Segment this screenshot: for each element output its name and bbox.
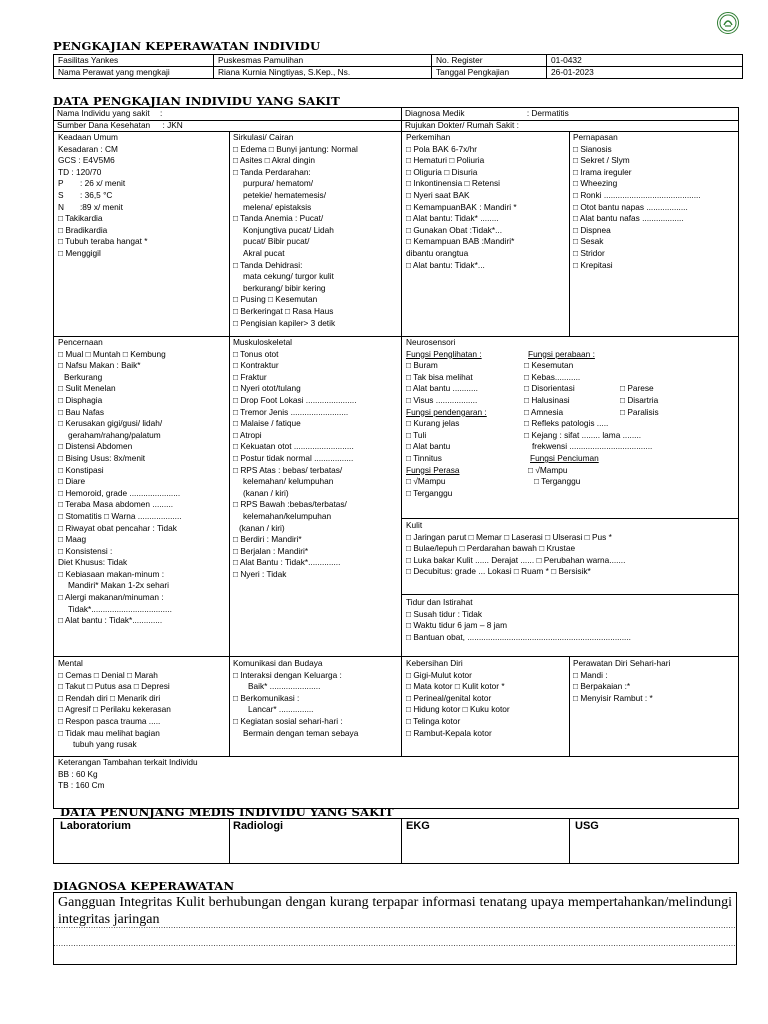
- checkbox-item[interactable]: □ Tanda Anemia : Pucat/: [233, 213, 324, 224]
- perabaan-head: Fungsi perabaan :: [528, 348, 595, 359]
- sirkulasi-section: [233, 132, 399, 329]
- checkbox-item[interactable]: □ Halusinasi: [524, 394, 570, 405]
- fasilitas-value: Puskesmas Pamulihan: [214, 55, 432, 67]
- checkbox-item[interactable]: □ Hidung kotor □ Kuku kotor: [406, 704, 510, 715]
- checkbox-item[interactable]: □ Bantuan obat, .......................................................................: [406, 631, 631, 642]
- option-text: Akral pucat: [243, 247, 285, 258]
- laboratorium-label: Laboratorium: [60, 820, 131, 832]
- checkbox-item[interactable]: □ Hematuri □ Poliuria: [406, 155, 485, 166]
- checkbox-item[interactable]: □ Disphagia: [58, 394, 103, 405]
- checkbox-item[interactable]: □ Nyeri saat BAK: [406, 189, 470, 200]
- checkbox-item[interactable]: □ Tanda Perdarahan:: [233, 166, 311, 177]
- option-text: frekwensi ....................................: [532, 441, 653, 452]
- checkbox-item[interactable]: □ Buram: [406, 360, 438, 371]
- perawat-value: Riana Kurnia Ningtiyas, S.Kep., Ns.: [214, 67, 432, 79]
- checkbox-item[interactable]: □ Dispnea: [573, 224, 611, 235]
- checkbox-item[interactable]: □ Tak bisa melihat: [406, 371, 473, 382]
- fasilitas-label: Fasilitas Yankes: [54, 55, 214, 67]
- checkbox-item[interactable]: □ Tonus otot: [233, 348, 279, 359]
- checkbox-item[interactable]: □ Atropi: [233, 429, 262, 440]
- komunikasi-section: [233, 658, 399, 739]
- perawatan-section: [573, 658, 737, 704]
- option-text: berkurang/ bibir kering: [243, 282, 326, 293]
- checkbox-item[interactable]: □ Drop Foot Lokasi ......................: [233, 394, 357, 405]
- vital-p: [58, 178, 226, 190]
- tanggal-value: 26-01-2023: [547, 67, 743, 79]
- gcs: GCS : E4V5M6: [58, 155, 115, 166]
- checkbox-item[interactable]: □ Alat bantu ...........: [406, 383, 478, 394]
- checkbox-item[interactable]: □ Alat bantu: Tidak*...: [406, 259, 485, 270]
- vital-p-value: : 26 x/ menit: [80, 178, 126, 189]
- checkbox-item[interactable]: □ Rambut-Kepala kotor: [406, 727, 492, 738]
- checkbox-item[interactable]: □ Waktu tidur 6 jam – 8 jam: [406, 620, 508, 631]
- option-text: melena/ epistaksis: [243, 201, 312, 212]
- checkbox-item[interactable]: □ Pola BAK 6-7x/hr: [406, 143, 477, 154]
- checkbox-item[interactable]: □ Stridor: [573, 247, 605, 258]
- checkbox-item[interactable]: □ Telinga kotor: [406, 715, 461, 726]
- option-text: Konjungtiva pucat/ Lidah: [243, 224, 334, 235]
- checkbox-item[interactable]: □ Interaksi dengan Keluarga :: [233, 669, 342, 680]
- checkbox-item[interactable]: □ Sianosis: [573, 143, 612, 154]
- option-text: Tidak*...................................: [68, 603, 172, 614]
- checkbox-item[interactable]: □ Tanda Dehidrasi:: [233, 259, 303, 270]
- pendengaran-head: Fungsi pendengaran :: [406, 406, 487, 417]
- checkbox-item[interactable]: □ Kejang : sifat ........ lama ........: [524, 429, 642, 440]
- checkbox-item[interactable]: □ Ronki ..........................................: [573, 189, 701, 200]
- checkbox-item[interactable]: □ Rendah diri □ Menarik diri: [58, 692, 161, 703]
- checkbox-item[interactable]: □ Kesemutan: [524, 360, 574, 371]
- checkbox-item[interactable]: □ Kebas...........: [524, 371, 581, 382]
- checkbox-item[interactable]: □ Alat bantu: [406, 441, 451, 452]
- option-text: Mandiri* Makan 1-2x sehari: [68, 580, 169, 591]
- checkbox-item[interactable]: □ Fraktur: [233, 371, 267, 382]
- checkbox-item[interactable]: □ Tubuh teraba hangat *: [58, 236, 148, 247]
- mental-title: Mental: [58, 658, 83, 668]
- checkbox-item[interactable]: □ Terganggu: [534, 476, 581, 487]
- checkbox-item[interactable]: □ Hemoroid, grade ......................: [58, 487, 181, 498]
- checkbox-item[interactable]: □ Sulit Menelan: [58, 383, 116, 394]
- checkbox-item[interactable]: □ Bradikardia: [58, 224, 108, 235]
- option-text: purpura/ hematom/: [243, 178, 314, 189]
- checkbox-item[interactable]: □ Takut □ Putus asa □ Depresi: [58, 681, 170, 692]
- checkbox-item[interactable]: □ Paralisis: [620, 406, 659, 417]
- kulit-title: Kulit: [406, 520, 423, 530]
- section-title-diagnosa: DIAGNOSA KEPERAWATAN: [53, 879, 235, 893]
- checkbox-item[interactable]: □ Riwayat obat pencahar : Tidak: [58, 522, 177, 533]
- checkbox-item[interactable]: □ Krepitasi: [573, 259, 613, 270]
- penglihatan-head: Fungsi Penglihatan :: [406, 348, 482, 359]
- checkbox-item[interactable]: □ Kurang jelas: [406, 418, 460, 429]
- checkbox-item[interactable]: □ Menggigil: [58, 247, 101, 258]
- pencernaan-section: [58, 337, 226, 627]
- option-text: Lancar* ...............: [248, 704, 314, 715]
- perasa-head: Fungsi Perasa: [406, 464, 460, 475]
- tidur-title: Tidur dan Istirahat: [406, 597, 473, 607]
- vital-n-value: :89 x/ menit: [80, 201, 123, 212]
- checkbox-item[interactable]: □ Jaringan parut □ Memar □ Laserasi □ Ulserasi □ Pus *: [406, 531, 612, 542]
- checkbox-item[interactable]: □ RPS Atas : bebas/ terbatas/: [233, 464, 343, 475]
- checkbox-item[interactable]: □ Sesak: [573, 236, 604, 247]
- checkbox-item[interactable]: □ Nyeri otot/tulang: [233, 383, 301, 394]
- kesadaran: Kesadaran : CM: [58, 143, 118, 154]
- checkbox-item[interactable]: □ Asites □ Akral dingin: [233, 155, 315, 166]
- tidur-section: [406, 597, 736, 643]
- checkbox-item[interactable]: □ Alergi makanan/minuman :: [58, 592, 164, 603]
- sumber-row: [57, 120, 183, 132]
- nama-row: [57, 108, 162, 120]
- checkbox-item[interactable]: □ Mual □ Muntah □ Kembung: [58, 348, 166, 359]
- checkbox-item[interactable]: □ Tuli: [406, 429, 427, 440]
- checkbox-item[interactable]: □ Konstipasi: [58, 464, 104, 475]
- option-text: Bermain dengan teman sebaya: [243, 727, 359, 738]
- checkbox-item[interactable]: □ Gigi-Mulut kotor: [406, 669, 472, 680]
- pernapasan-section: [573, 132, 737, 271]
- kulit-section: [406, 520, 736, 578]
- checkbox-item[interactable]: □ Disorientasi: [524, 383, 575, 394]
- checkbox-item[interactable]: □ Inkontinensia □ Retensi: [406, 178, 500, 189]
- nama-value: :: [160, 108, 163, 118]
- keadaan-umum-section: [58, 132, 226, 260]
- option-text: pucat/ Bibir pucat/: [243, 236, 310, 247]
- checkbox-item[interactable]: □ Tremor Jenis .........................: [233, 406, 349, 417]
- checkbox-item[interactable]: □ Respon pasca trauma .....: [58, 715, 161, 726]
- checkbox-item[interactable]: □ Postur tidak normal .................: [233, 452, 354, 463]
- keadaan-umum-title: Keadaan Umum: [58, 132, 118, 142]
- perawat-label: Nama Perawat yang mengkaji: [54, 67, 214, 79]
- checkbox-item[interactable]: □ √Mampu: [406, 476, 446, 487]
- checkbox-item[interactable]: □ Nyeri : Tidak: [233, 568, 287, 579]
- option-text: Baik* ......................: [248, 681, 321, 692]
- perkemihan-title: Perkemihan: [406, 132, 451, 142]
- muskuloskeletal-title: Muskuloskeletal: [233, 337, 293, 347]
- neurosensori-section: [406, 337, 736, 499]
- checkbox-item[interactable]: □ Malaise / fatique: [233, 418, 301, 429]
- checkbox-item[interactable]: □ Tidak mau melihat bagian: [58, 727, 160, 738]
- vital-n: [58, 202, 226, 214]
- checkbox-item[interactable]: □ Stomatitis □ Warna ...................: [58, 510, 182, 521]
- register-label: No. Register: [432, 55, 547, 67]
- bb-value: BB : 60 Kg: [58, 768, 98, 779]
- checkbox-item[interactable]: □ Berkomunikasi :: [233, 692, 300, 703]
- checkbox-item[interactable]: □ Wheezing: [573, 178, 618, 189]
- checkbox-item[interactable]: □ Mandi :: [573, 669, 608, 680]
- option-text: kelemahan/kelumpuhan: [243, 510, 332, 521]
- diagnosa-label: Diagnosa Medik: [405, 108, 465, 118]
- neurosensori-title: Neurosensori: [406, 337, 456, 347]
- section-title-pengkajian: DATA PENGKAJIAN INDIVIDU YANG SAKIT: [53, 94, 340, 108]
- option-text: Berkurang: [64, 371, 103, 382]
- checkbox-item[interactable]: □ KemampuanBAK : Mandiri *: [406, 201, 517, 212]
- checkbox-item[interactable]: □ Agresif □ Perilaku kekerasan: [58, 704, 171, 715]
- vital-n-key: N: [58, 201, 64, 212]
- vital-s: [58, 190, 226, 202]
- checkbox-item[interactable]: □ Oliguria □ Disuria: [406, 166, 478, 177]
- vital-p-key: P: [58, 178, 64, 189]
- checkbox-item[interactable]: □ Parese: [620, 383, 654, 394]
- checkbox-item[interactable]: □ Nafsu Makan : Baik*: [58, 360, 141, 371]
- checkbox-item[interactable]: □ Kontraktur: [233, 360, 279, 371]
- perawatan-title: Perawatan Diri Sehari-hari: [573, 658, 671, 668]
- perkemihan-section: [406, 132, 568, 271]
- page-title: PENGKAJIAN KEPERAWATAN INDIVIDU: [53, 39, 321, 53]
- checkbox-item[interactable]: □ Visus ..................: [406, 394, 478, 405]
- checkbox-item[interactable]: □ Decubitus: grade ... Lokasi □ Ruam * □ Bersisik*: [406, 566, 591, 577]
- checkbox-item[interactable]: □ Berjalan : Mandiri*: [233, 545, 309, 556]
- checkbox-item[interactable]: □ Berkeringat □ Rasa Haus: [233, 305, 334, 316]
- mental-section: [58, 658, 226, 751]
- checkbox-item[interactable]: □ Bau Nafas: [58, 406, 105, 417]
- penciuman-head: Fungsi Penciuman: [530, 452, 599, 463]
- checkbox-item[interactable]: □ Alat Bantu : Tidak*..............: [233, 557, 341, 568]
- checkbox-item[interactable]: □ Mata kotor □ Kulit kotor *: [406, 681, 505, 692]
- checkbox-item[interactable]: □ Kemampuan BAB :Mandiri*: [406, 236, 515, 247]
- kebersihan-title: Kebersihan Diri: [406, 658, 463, 668]
- checkbox-item[interactable]: □ Tinnitus: [406, 452, 442, 463]
- checkbox-item[interactable]: □ Alat bantu: Tidak* ........: [406, 213, 499, 224]
- checkbox-item[interactable]: □ √Mampu: [528, 464, 568, 475]
- checkbox-item[interactable]: □ Berpakaian :*: [573, 681, 631, 692]
- checkbox-item[interactable]: □ Bulae/lepuh □ Perdarahan bawah □ Krustae: [406, 543, 576, 554]
- kebersihan-section: [406, 658, 568, 739]
- checkbox-item[interactable]: □ Alat bantu nafas ..................: [573, 213, 684, 224]
- checkbox-item[interactable]: □ Menyisir Rambut : *: [573, 692, 653, 703]
- tb-value: TB : 160 Cm: [58, 780, 105, 791]
- checkbox-item[interactable]: □ Amnesia: [524, 406, 564, 417]
- checkbox-item[interactable]: □ Pusing □ Kesemutan: [233, 294, 318, 305]
- checkbox-item[interactable]: □ Bising Usus: 8x/menit: [58, 452, 146, 463]
- sumber-value: : JKN: [162, 120, 183, 130]
- vital-s-value: : 36,5 °C: [80, 189, 113, 200]
- checkbox-item[interactable]: □ Pengisian kapiler> 3 detik: [233, 317, 336, 328]
- keterangan-title: Keterangan Tambahan terkait Individu: [58, 757, 198, 767]
- checkbox-item[interactable]: □ Konsistensi :: [58, 545, 113, 556]
- checkbox-item[interactable]: □ Perineal/genital kotor: [406, 692, 492, 703]
- sirkulasi-title: Sirkulasi/ Cairan: [233, 132, 294, 142]
- muskuloskeletal-section: [233, 337, 399, 580]
- checkbox-item[interactable]: □ Maag: [58, 534, 87, 545]
- tanggal-label: Tanggal Pengkajian: [432, 67, 547, 79]
- diagnosa-row: [405, 108, 569, 120]
- checkbox-item[interactable]: □ Disartria: [620, 394, 659, 405]
- option-text: Diet Khusus: Tidak: [58, 557, 128, 568]
- checkbox-item[interactable]: □ Berdiri : Mandiri*: [233, 534, 302, 545]
- checkbox-item[interactable]: □ Terganggu: [406, 487, 453, 498]
- option-text: dibantu orangtua: [406, 247, 469, 258]
- checkbox-item[interactable]: □ Luka bakar Kulit ...... Derajat ...... □ Perubahan warna.......: [406, 554, 626, 565]
- section-title-penunjang: DATA PENUNJANG MEDIS INDIVIDU YANG SAKIT: [60, 805, 394, 819]
- checkbox-item[interactable]: □ Otot bantu napas ..................: [573, 201, 688, 212]
- option-text: (kanan / kiri): [239, 522, 285, 533]
- checkbox-item[interactable]: □ Diare: [58, 476, 86, 487]
- checkbox-item[interactable]: □ RPS Bawah :bebas/terbatas/: [233, 499, 347, 510]
- checkbox-item[interactable]: □ Kerusakan gigi/gusi/ lidah/: [58, 418, 163, 429]
- checkbox-item[interactable]: □ Kebiasaan makan-minum :: [58, 568, 165, 579]
- radiologi-label: Radiologi: [233, 820, 284, 832]
- checkbox-item[interactable]: □ Gunakan Obat :Tidak*...: [406, 224, 503, 235]
- rujukan-label: Rujukan Dokter/ Rumah Sakit :: [405, 120, 519, 130]
- checkbox-item[interactable]: □ Kegiatan sosial sehari-hari :: [233, 715, 343, 726]
- checkbox-item[interactable]: □ Sekret / Slym: [573, 155, 630, 166]
- checkbox-item[interactable]: □ Susah tidur : Tidak: [406, 608, 483, 619]
- checkbox-item[interactable]: □ Kekuatan otot ..........................: [233, 441, 354, 452]
- checkbox-item[interactable]: □ Edema □ Bunyi jantung: Normal: [233, 143, 358, 154]
- diagnosa-value: : Dermatitis: [526, 108, 569, 118]
- register-value: 01-0432: [547, 55, 743, 67]
- sumber-label: Sumber Dana Kesehatan: [57, 120, 151, 130]
- komunikasi-title: Komunikasi dan Budaya: [233, 658, 323, 668]
- option-text: geraham/rahang/palatum: [68, 429, 161, 440]
- usg-label: USG: [575, 820, 599, 832]
- option-text: mata cekung/ turgor kulit: [243, 271, 334, 282]
- checkbox-item[interactable]: □ Distensi Abdomen: [58, 441, 133, 452]
- checkbox-item[interactable]: □ Alat bantu : Tidak*.............: [58, 615, 163, 626]
- diagnosa-keperawatan-text: Gangguan Integritas Kulit berhubungan dengan kurang terpapar informasi tenatang upaya mempertahankan/melindungi integritas jaringan: [58, 895, 732, 927]
- checkbox-item[interactable]: □ Refleks patologis .....: [524, 418, 609, 429]
- nama-label: Nama Individu yang sakit: [57, 108, 150, 118]
- option-text: tubuh yang rusak: [73, 739, 137, 750]
- checkbox-item[interactable]: □ Cemas □ Denial □ Marah: [58, 669, 158, 680]
- ekg-label: EKG: [406, 820, 430, 832]
- pencernaan-title: Pencernaan: [58, 337, 103, 347]
- pernapasan-title: Pernapasan: [573, 132, 618, 142]
- checkbox-item[interactable]: □ Irama ireguler: [573, 166, 632, 177]
- keterangan-section: [58, 757, 728, 792]
- td: TD : 120/70: [58, 166, 102, 177]
- checkbox-item[interactable]: □ Takikardia: [58, 213, 103, 224]
- option-text: kelemahan/ kelumpuhan: [243, 476, 334, 487]
- option-text: petekie/ hematemesis/: [243, 189, 327, 200]
- checkbox-item[interactable]: □ Teraba Masa abdomen .........: [58, 499, 174, 510]
- option-text: (kanan / kiri): [243, 487, 289, 498]
- vital-s-key: S: [58, 189, 64, 200]
